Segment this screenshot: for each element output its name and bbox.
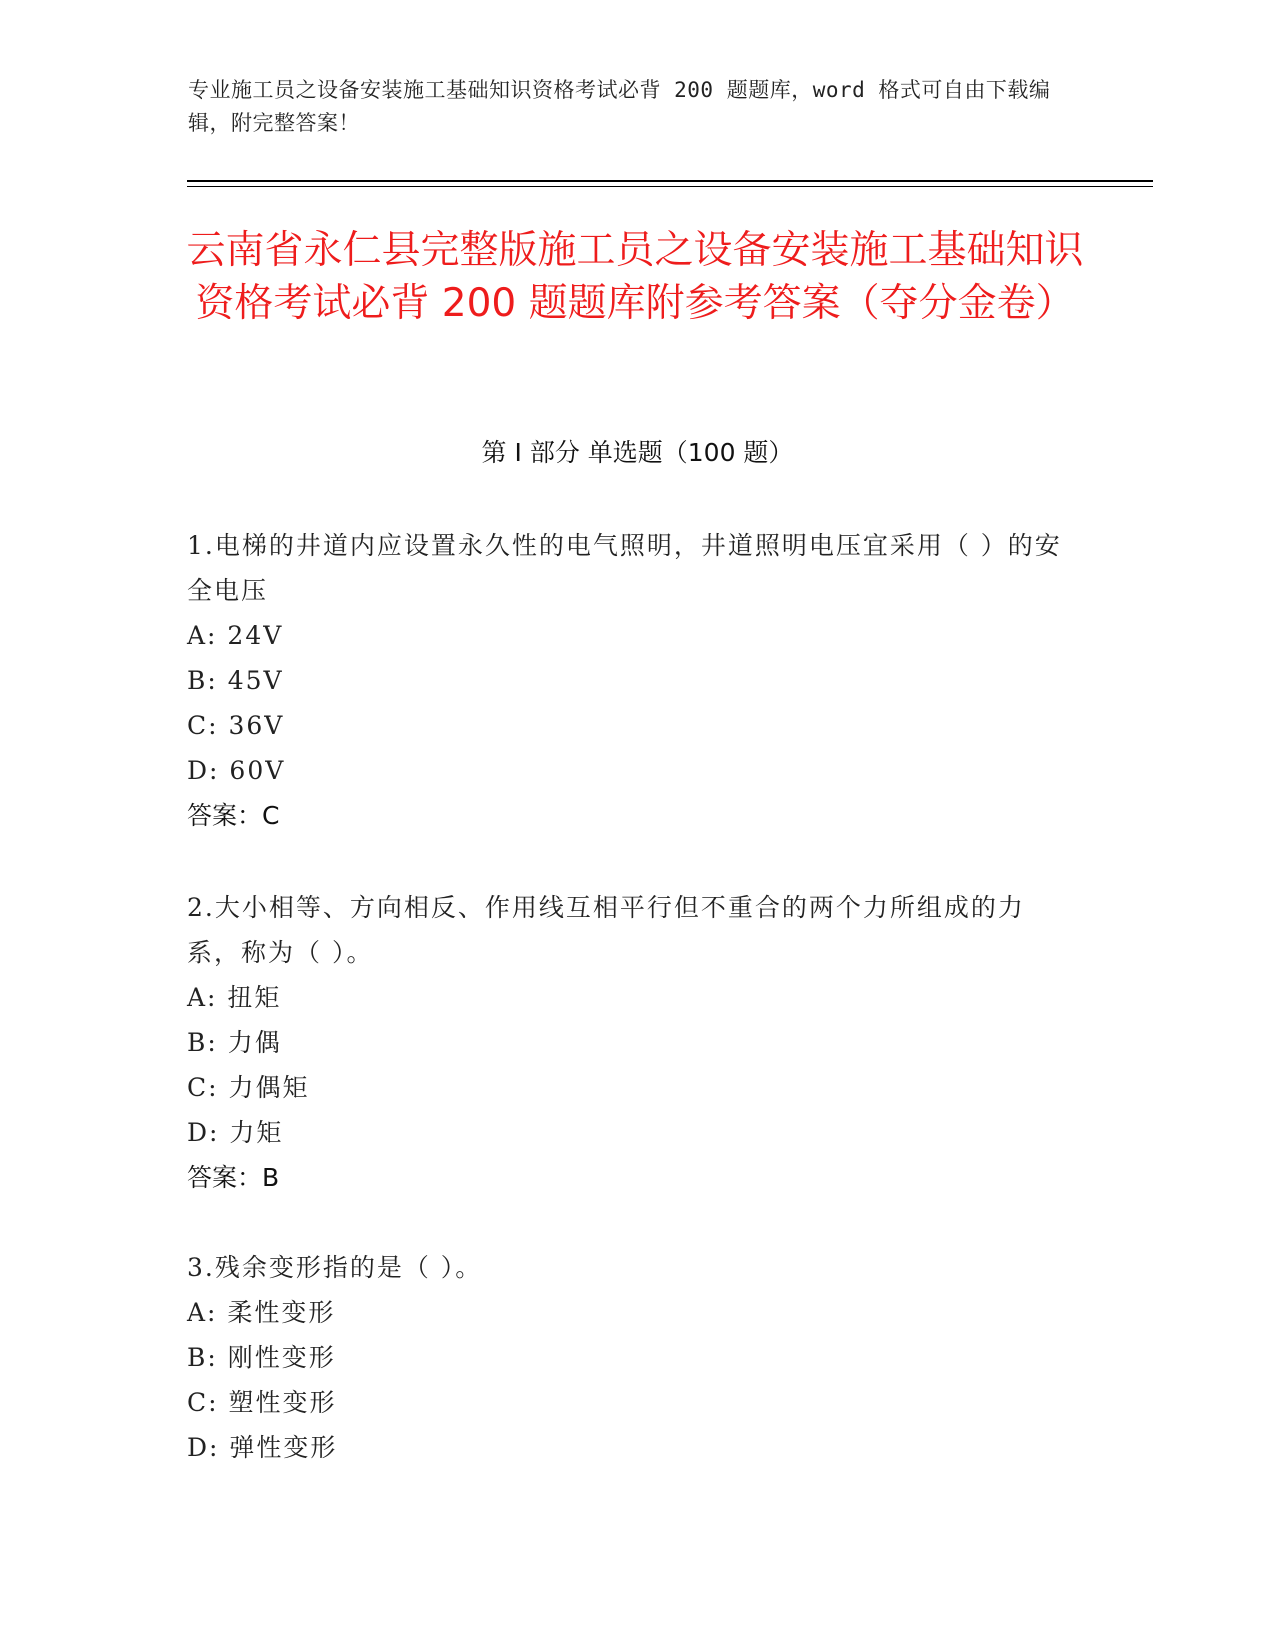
option-a: A: 柔性变形	[187, 1298, 336, 1327]
question-stem: 2.大小相等、方向相反、作用线互相平行但不重合的两个力所组成的力系，称为（ ）。	[187, 893, 1025, 967]
option-d: D: 力矩	[187, 1118, 284, 1147]
header-note: 专业施工员之设备安装施工基础知识资格考试必背 200 题题库，word 格式可自由下载编辑，附完整答案！	[188, 78, 1051, 135]
option-c: C: 塑性变形	[187, 1388, 337, 1417]
question-stem: 3.残余变形指的是（ ）。	[187, 1253, 483, 1282]
header-rule-thick	[187, 180, 1153, 182]
question-stem: 1.电梯的井道内应设置永久性的电气照明，井道照明电压宜采用（ ）的安全电压	[187, 531, 1062, 605]
answer: 答案：C	[187, 801, 280, 830]
document-title: 云南省永仁县完整版施工员之设备安装施工基础知识资格考试必背 200 题题库附参考答案（夺分金卷）	[186, 228, 1084, 326]
question-3	[187, 1245, 1067, 1470]
option-a: A: 24V	[187, 621, 284, 650]
option-c: C: 力偶矩	[187, 1073, 310, 1102]
question-2	[187, 885, 1067, 1200]
section-heading: 第 I 部分 单选题（100 题）	[481, 438, 794, 467]
option-b: B: 刚性变形	[187, 1343, 336, 1372]
answer: 答案：B	[187, 1163, 280, 1192]
option-d: D: 60V	[187, 756, 286, 785]
option-d: D: 弹性变形	[187, 1433, 338, 1462]
option-b: B: 45V	[187, 666, 284, 695]
option-c: C: 36V	[187, 711, 285, 740]
option-a: A: 扭矩	[187, 983, 282, 1012]
header-rule-thin	[187, 186, 1153, 187]
question-1	[187, 523, 1067, 838]
option-b: B: 力偶	[187, 1028, 282, 1057]
